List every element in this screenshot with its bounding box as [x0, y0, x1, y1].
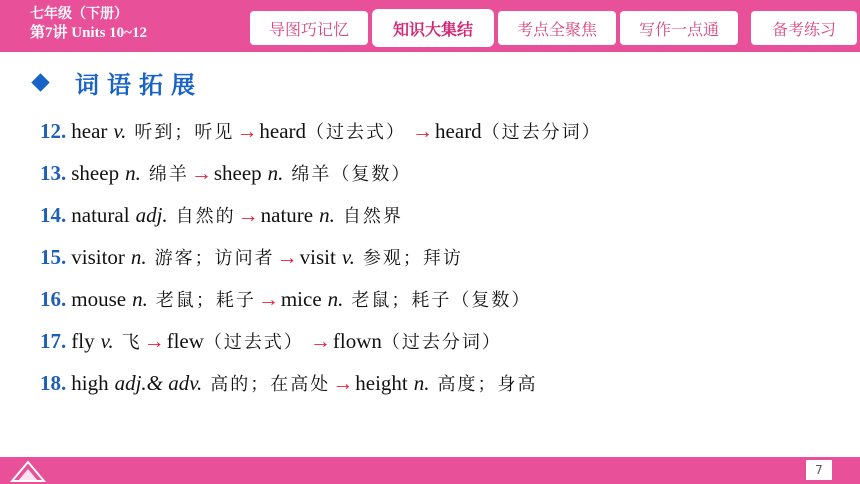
form-note: （过去式） [203, 332, 304, 353]
entry-pos: v. [100, 329, 114, 353]
entry-word: natural [71, 203, 130, 227]
arrow-icon: → [257, 287, 279, 311]
derived-pos: n. [413, 371, 430, 395]
entry-meaning: 听到；听见 [134, 122, 235, 143]
entry-meaning: 自然的 [175, 206, 236, 227]
form-note: （过去式） [306, 122, 407, 143]
derived-pos: v. [341, 245, 355, 269]
arrow-icon: → [190, 161, 212, 185]
arrow-icon: → [237, 203, 259, 227]
tab-practice[interactable]: 备考练习 [751, 11, 857, 45]
derived-form: heard [259, 119, 307, 143]
vocab-entry-18 [40, 365, 602, 407]
arrow-icon: → [412, 119, 434, 143]
derived-pos: n. [327, 287, 344, 311]
entry-meaning: 老鼠；耗子 [155, 290, 256, 311]
vocab-entry-13 [40, 155, 602, 197]
page-number: 7 [806, 460, 832, 480]
course-title [30, 5, 147, 43]
tab-knowledge-summary[interactable]: 知识大集结 [374, 11, 492, 45]
derived-form: flown [332, 329, 382, 353]
home-nav-icon[interactable] [10, 459, 46, 483]
tab-writing[interactable]: 写作一点通 [620, 11, 738, 45]
vocab-entry-17 [40, 323, 602, 365]
vocab-entry-14 [40, 197, 602, 239]
derived-form: flew [166, 329, 204, 353]
tab-mind-map[interactable]: 导图巧记忆 [250, 11, 368, 45]
tab-key-points[interactable]: 考点全聚焦 [498, 11, 616, 45]
arrow-icon: → [309, 329, 331, 353]
entry-number: 16. [40, 287, 67, 311]
vocab-entry-15 [40, 239, 602, 281]
entry-number: 14. [40, 203, 67, 227]
course-title-unit: 第7讲 Units 10~12 [30, 25, 147, 41]
entry-meaning: 游客；访问者 [154, 248, 275, 269]
derived-meaning: 自然界 [342, 206, 403, 227]
derived-form: nature [260, 203, 314, 227]
entry-number: 13. [40, 161, 67, 185]
derived-form: height [355, 371, 408, 395]
entry-meaning: 绵羊 [148, 164, 189, 185]
vocab-entry-16 [40, 281, 602, 323]
entry-word: high [71, 371, 109, 395]
entry-number: 18. [40, 371, 67, 395]
form-note: （过去分词） [481, 122, 602, 143]
entry-pos: adj.& adv. [114, 371, 203, 395]
derived-form: sheep [213, 161, 262, 185]
vocab-list [40, 113, 602, 407]
course-title-grade: 七年级（下册） [30, 6, 128, 22]
derived-form: mice [280, 287, 322, 311]
derived-pos: n. [267, 161, 284, 185]
derived-meaning: 高度；身高 [437, 374, 538, 395]
entry-pos: adj. [135, 203, 168, 227]
entry-pos: n. [125, 161, 141, 185]
derived-meaning: 绵羊（复数） [291, 164, 412, 185]
entry-pos: v. [113, 119, 127, 143]
entry-number: 17. [40, 329, 67, 353]
derived-pos: n. [319, 203, 335, 227]
derived-meaning: 参观；拜访 [362, 248, 463, 269]
section-title: 词语拓展 [75, 70, 203, 99]
arrow-icon: → [236, 119, 258, 143]
vocab-entry-12 [40, 113, 602, 155]
entry-word: hear [71, 119, 108, 143]
arrow-icon: → [143, 329, 165, 353]
entry-meaning: 飞 [121, 332, 142, 353]
derived-meaning: 老鼠；耗子（复数） [351, 290, 532, 311]
section-heading [28, 64, 203, 100]
entry-meaning: 高的；在高处 [210, 374, 331, 395]
entry-word: fly [71, 329, 95, 353]
entry-word: visitor [71, 245, 125, 269]
arrow-icon: → [332, 371, 354, 395]
entry-pos: n. [130, 245, 147, 269]
form-note: （过去分词） [381, 332, 502, 353]
entry-word: mouse [71, 287, 127, 311]
diamond-bullet-icon [31, 73, 49, 91]
entry-number: 12. [40, 119, 67, 143]
footer-bar [0, 457, 860, 484]
entry-pos: n. [132, 287, 148, 311]
derived-form: visit [299, 245, 336, 269]
arrow-icon: → [276, 245, 298, 269]
entry-word: sheep [71, 161, 120, 185]
entry-number: 15. [40, 245, 67, 269]
derived-form: heard [435, 119, 482, 143]
header-bar [0, 0, 860, 52]
